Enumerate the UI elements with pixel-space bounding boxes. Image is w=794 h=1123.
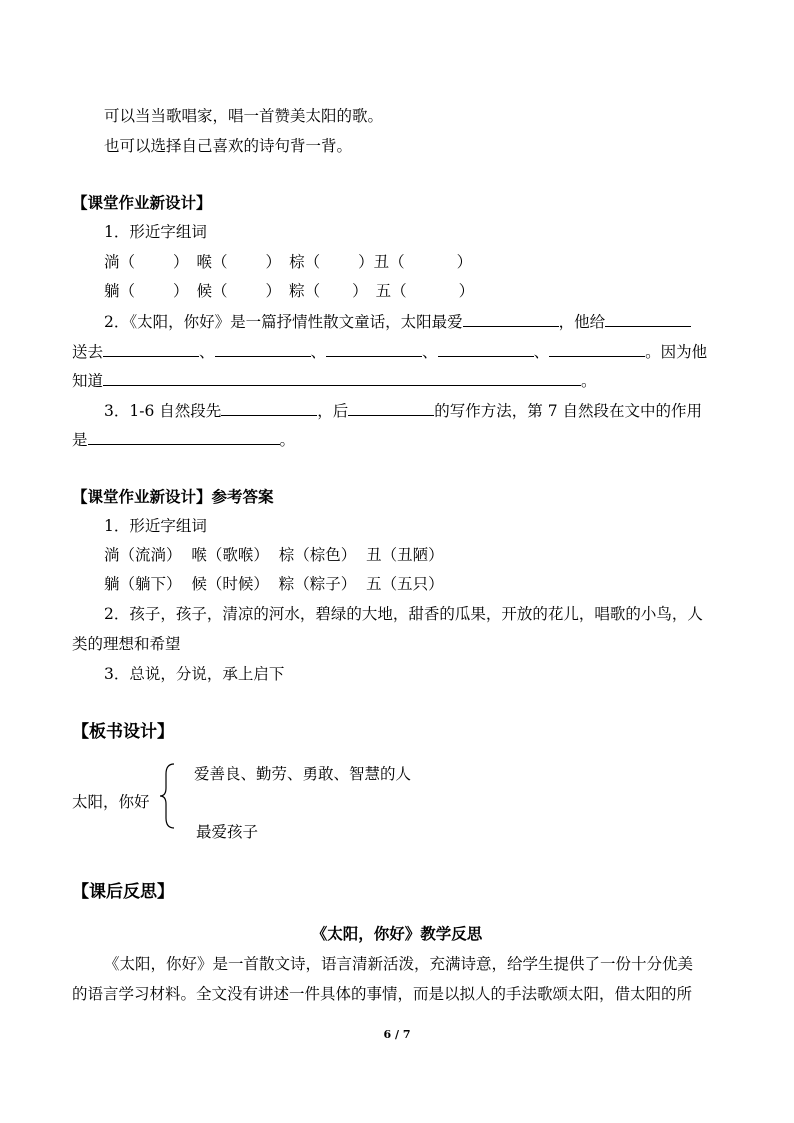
intro-line-1: 可以当当歌唱家，唱一首赞美太阳的歌。	[104, 107, 384, 125]
intro-line-2: 也可以选择自己喜欢的诗句背一背。	[104, 137, 353, 155]
q2-sep-3: 、	[422, 343, 438, 361]
homework-q3-line2	[72, 430, 295, 450]
row2-part-5: 粽（	[289, 282, 321, 300]
q3-blank-2[interactable]	[348, 401, 434, 416]
q3-text-d: 是	[72, 431, 88, 449]
row2-part-1: 躺（	[104, 282, 136, 300]
homework-header: 【课堂作业新设计】	[72, 193, 212, 212]
q2-blank-4[interactable]	[215, 342, 311, 357]
row1-part-7: ）	[456, 253, 473, 271]
homework-q2-line2	[72, 342, 707, 362]
q3-text-b: ，后	[317, 402, 349, 420]
row2-part-2: ）	[173, 282, 189, 300]
q2-text-f: 。	[581, 372, 597, 390]
q2-blank-3[interactable]	[103, 342, 199, 357]
board-item-2: 最爱孩子	[196, 823, 259, 841]
row1-part-2: ）	[173, 253, 189, 271]
row2-part-3: 候（	[196, 282, 228, 300]
answers-q1-row1: 淌（流淌） 喉（歌喉） 棕（棕色） 丑（丑陋）	[104, 546, 444, 564]
q2-text-e: 知道	[72, 372, 104, 390]
homework-q1-row1	[104, 252, 472, 272]
answers-q3: 3．总说，分说，承上启下	[104, 665, 285, 683]
q2-text-b: ，他给	[558, 313, 606, 331]
q3-text-c: 的写作方法，第 7 自然段在文中的作用	[434, 402, 702, 420]
homework-q1-title: 1．形近字组词	[104, 223, 207, 241]
q2-blank-8[interactable]	[103, 371, 581, 386]
q2-blank-2[interactable]	[605, 312, 691, 327]
answers-q1-title: 1．形近字组词	[104, 517, 207, 535]
q3-blank-1[interactable]	[221, 401, 317, 416]
answers-q2-line1: 2．孩子，孩子，清凉的河水，碧绿的大地，甜香的瓜果，开放的花儿，唱歌的小鸟，人	[104, 605, 703, 623]
row2-part-6: ）	[352, 282, 368, 300]
q2-text-d: 。因为他	[645, 343, 708, 361]
row1-part-1: 淌（	[104, 253, 136, 271]
q2-blank-1[interactable]	[463, 312, 559, 327]
homework-q2-line1	[104, 312, 691, 332]
q2-sep-1: 、	[199, 343, 215, 361]
q3-text-a: 3．1-6 自然段先	[104, 402, 222, 420]
q2-text-a: 2．《太阳，你好》是一篇抒情性散文童话，太阳最爱	[104, 313, 463, 331]
board-title: 太阳，你好	[72, 793, 150, 811]
row1-part-5: 棕（	[289, 253, 321, 271]
q2-blank-7[interactable]	[549, 342, 645, 357]
q2-blank-6[interactable]	[438, 342, 534, 357]
answers-q2-line2: 类的理想和希望	[72, 635, 181, 653]
homework-q1-row2	[104, 281, 474, 301]
reflection-line-2: 的语言学习材料。全文没有讲述一件具体的事情，而是以拟人的手法歌颂太阳，借太阳的所	[72, 985, 693, 1003]
page-number: 6 / 7	[383, 1028, 411, 1041]
row1-part-6: ）丑（	[358, 253, 405, 271]
answers-header: 【课堂作业新设计】参考答案	[72, 487, 274, 506]
reflection-header: 【课后反思】	[72, 882, 174, 902]
homework-q2-line3	[72, 371, 597, 391]
homework-q3-line1	[104, 401, 702, 421]
row1-part-4: ）	[265, 253, 282, 271]
curly-brace-icon	[158, 762, 178, 834]
q2-sep-4: 、	[533, 343, 550, 361]
q3-text-e: 。	[279, 431, 296, 449]
q2-text-c: 送去	[72, 343, 104, 361]
board-item-1: 爱善良、勤劳、勇敢、智慧的人	[194, 765, 412, 783]
q2-blank-5[interactable]	[326, 342, 422, 357]
q3-blank-3[interactable]	[88, 430, 280, 445]
board-header: 【板书设计】	[72, 722, 174, 742]
row2-part-8: ）	[458, 282, 475, 300]
row2-part-7: 五（	[375, 282, 407, 300]
row2-part-4: ）	[265, 282, 282, 300]
q2-sep-2: 、	[310, 343, 327, 361]
reflection-line-1: 《太阳，你好》是一首散文诗，语言清新活泼，充满诗意，给学生提供了一份十分优美	[104, 955, 694, 973]
answers-q1-row2: 躺（躺下） 候（时候） 粽（粽子） 五（五只）	[104, 575, 444, 593]
reflection-title: 《太阳，你好》教学反思	[311, 924, 483, 943]
row1-part-3: 喉（	[196, 253, 228, 271]
